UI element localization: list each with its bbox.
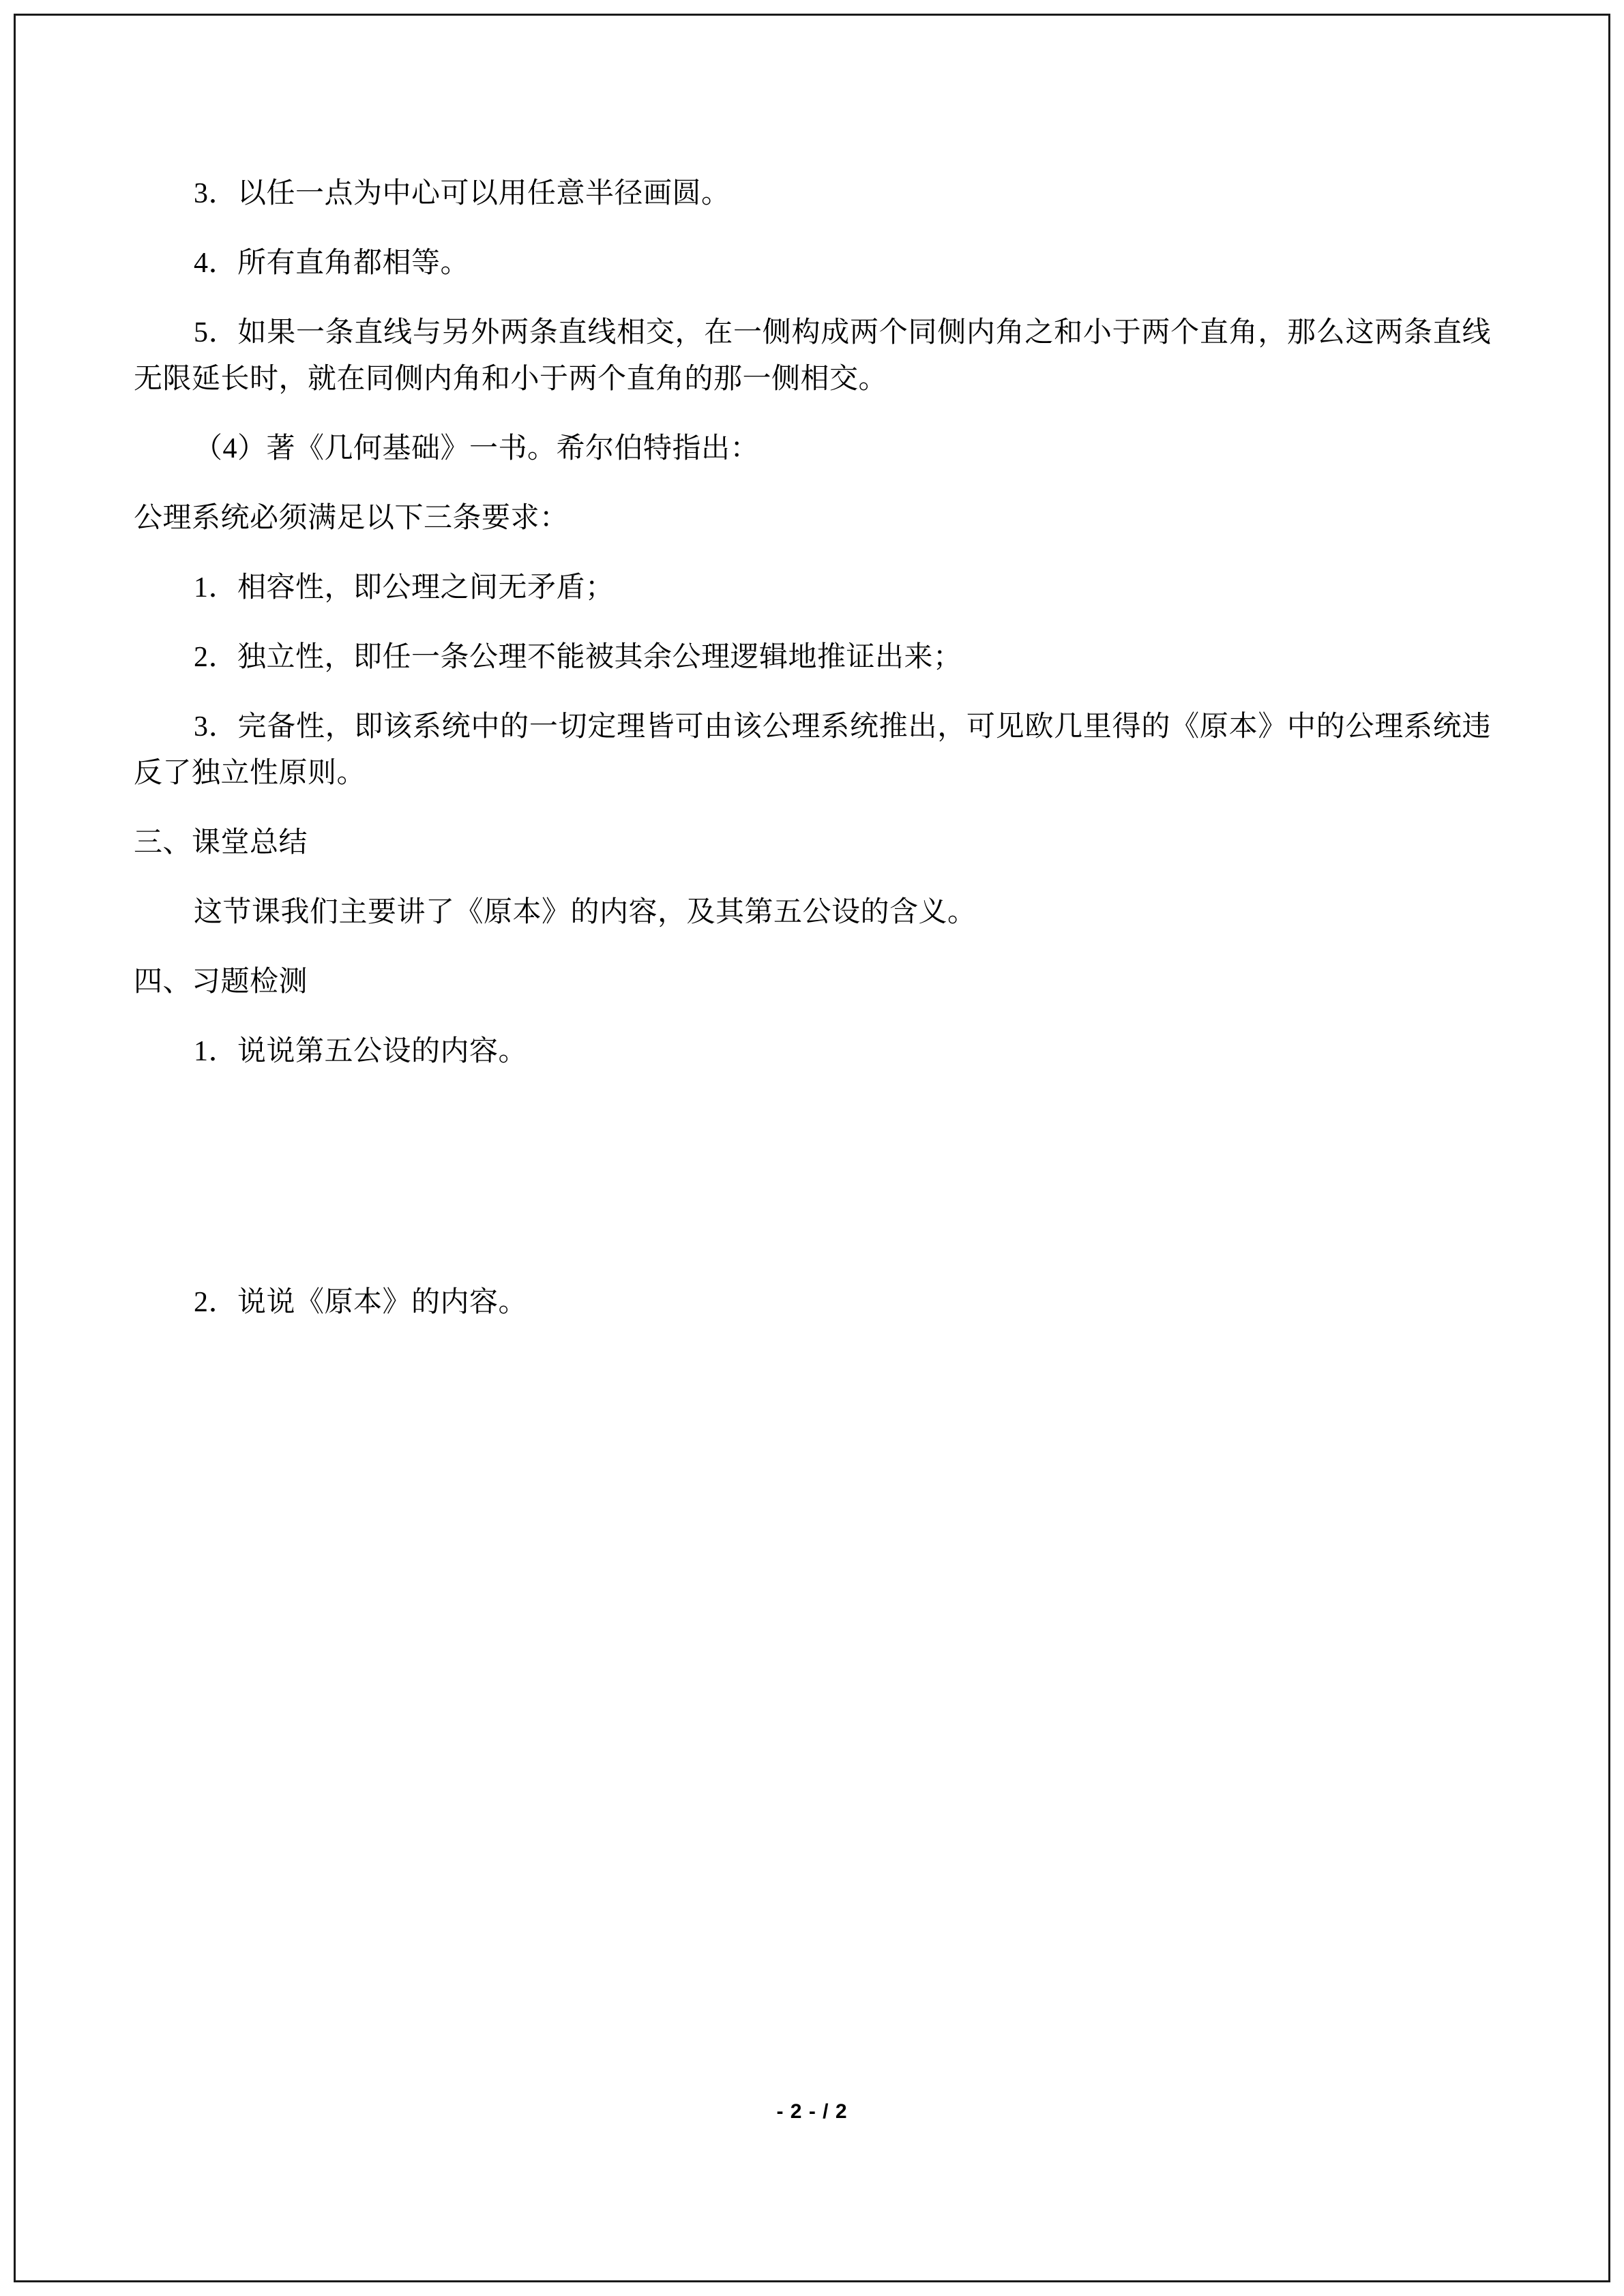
spacer bbox=[134, 611, 1491, 634]
spacer bbox=[134, 541, 1491, 565]
page-number: - 2 - / 2 bbox=[776, 2100, 848, 2123]
paragraph-question-1: 1．说说第五公设的内容。 bbox=[194, 1036, 528, 1068]
paragraph-question-2: 2．说说《原本》的内容。 bbox=[194, 1287, 528, 1319]
paragraph-requirement-2: 2．独立性，即任一条公理不能被其余公理逻辑地推证出来； bbox=[194, 642, 962, 674]
paragraph-requirement-3: 3．完备性，即该系统中的一切定理皆可由该公理系统推出，可见欧几里得的《原本》中的公理系统违反了独立性原则。 bbox=[134, 711, 1491, 790]
spacer bbox=[134, 286, 1491, 310]
spacer bbox=[134, 217, 1491, 240]
spacer bbox=[134, 402, 1491, 426]
spacer bbox=[134, 472, 1491, 495]
paragraph-item-5: 5．如果一条直线与另外两条直线相交，在一侧构成两个同侧内角之和小于两个直角，那么这两条直线无限延长时，就在同侧内角和小于两个直角的那一侧相交。 bbox=[134, 317, 1491, 396]
spacer bbox=[134, 681, 1491, 704]
spacer bbox=[134, 796, 1491, 820]
answer-space-1 bbox=[134, 1075, 1491, 1279]
document-content bbox=[134, 170, 1491, 1326]
section-heading-exercises: 四、习题检测 bbox=[134, 966, 308, 998]
spacer bbox=[134, 936, 1491, 959]
paragraph-item-4: 4．所有直角都相等。 bbox=[194, 248, 470, 280]
spacer bbox=[134, 866, 1491, 889]
paragraph-requirement-1: 1．相容性，即公理之间无矛盾； bbox=[194, 572, 615, 604]
spacer bbox=[134, 1005, 1491, 1028]
page-footer bbox=[0, 2100, 1624, 2123]
paragraph-item-3: 3．以任一点为中心可以用任意半径画圆。 bbox=[194, 178, 730, 209]
paragraph-axiom-requirements-intro: 公理系统必须满足以下三条要求： bbox=[134, 503, 569, 535]
section-heading-summary: 三、课堂总结 bbox=[134, 827, 308, 859]
paragraph-summary: 这节课我们主要讲了《原本》的内容，及其第五公设的含义。 bbox=[194, 897, 977, 929]
paragraph-book-foundations: （4）著《几何基础》一书。希尔伯特指出： bbox=[194, 433, 760, 465]
